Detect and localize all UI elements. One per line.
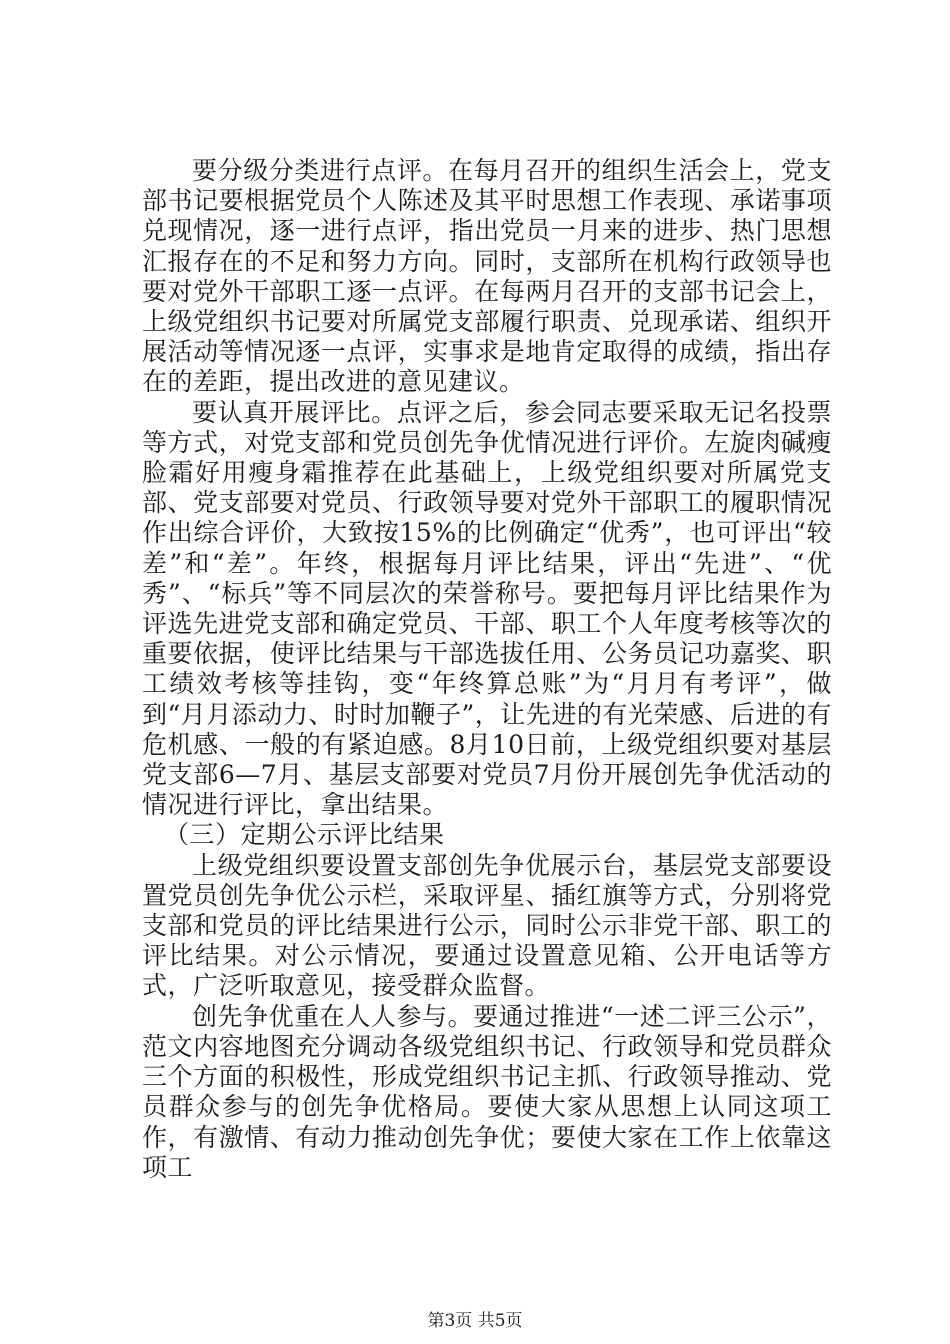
document-body [142, 156, 832, 1183]
paragraph-appraisal: 要认真开展评比。点评之后，参会同志要采取无记名投票等方式，对党支部和党员创先争优情况进行评价。左旋肉碱瘦脸霜好用瘦身霜推荐在此基础上，上级党组织要对所属党支部、党支部要对党员、行政领导要对党外干部职工的履职情况作出综合评价，大致按15%的比例确定“优秀”，也可评出“较差”和“差”。年终，根据每月评比结果，评出“先进”、“优秀”、“标兵”等不同层次的荣誉称号。要把每月评比结果作为评选先进党支部和确定党员、干部、职工个人年度考核等次的重要依据，使评比结果与干部选拔任用、公务员记功嘉奖、职工绩效考核等挂钩，变“年终算总账”为“月月有考评”，做到“月月添动力、时时加鞭子”，让先进的有光荣感、后进的有危机感、一般的有紧迫感。8月10日前，上级党组织要对基层党支部6—7月、基层支部要对党员7月份开展创先争优活动的情况进行评比，拿出结果。 [142, 397, 832, 820]
paragraph-publicity: 上级党组织要设置支部创先争优展示台，基层党支部要设置党员创先争优公示栏，采取评星、插红旗等方式，分别将党支部和党员的评比结果进行公示，同时公示非党干部、职工的评比结果。对公示情况，要通过设置意见箱、公开电话等方式，广泛听取意见，接受群众监督。 [142, 850, 832, 1001]
paragraph-classified-review: 要分级分类进行点评。在每月召开的组织生活会上，党支部书记要根据党员个人陈述及其平时思想工作表现、承诺事项兑现情况，逐一进行点评，指出党员一月来的进步、热门思想汇报存在的不足和努力方向。同时，支部所在机构行政领导也要对党外干部职工逐一点评。在每两月召开的支部书记会上，上级党组织书记要对所属党支部履行职责、兑现承诺、组织开展活动等情况逐一点评，实事求是地肯定取得的成绩，指出存在的差距，提出改进的意见建议。 [142, 156, 832, 397]
paragraph-participation: 创先争优重在人人参与。要通过推进“一述二评三公示”，范文内容地图充分调动各级党组织书记、行政领导和党员群众三个方面的积极性，形成党组织书记主抓、行政领导推动、党员群众参与的创先争优格局。要使大家从思想上认同这项工作，有激情、有动力推动创先争优；要使大家在工作上依靠这项工 [142, 1001, 832, 1182]
section-heading-publicity: （三）定期公示评比结果 [164, 820, 445, 850]
page-number-footer: 第3页 共5页 [427, 1311, 523, 1331]
